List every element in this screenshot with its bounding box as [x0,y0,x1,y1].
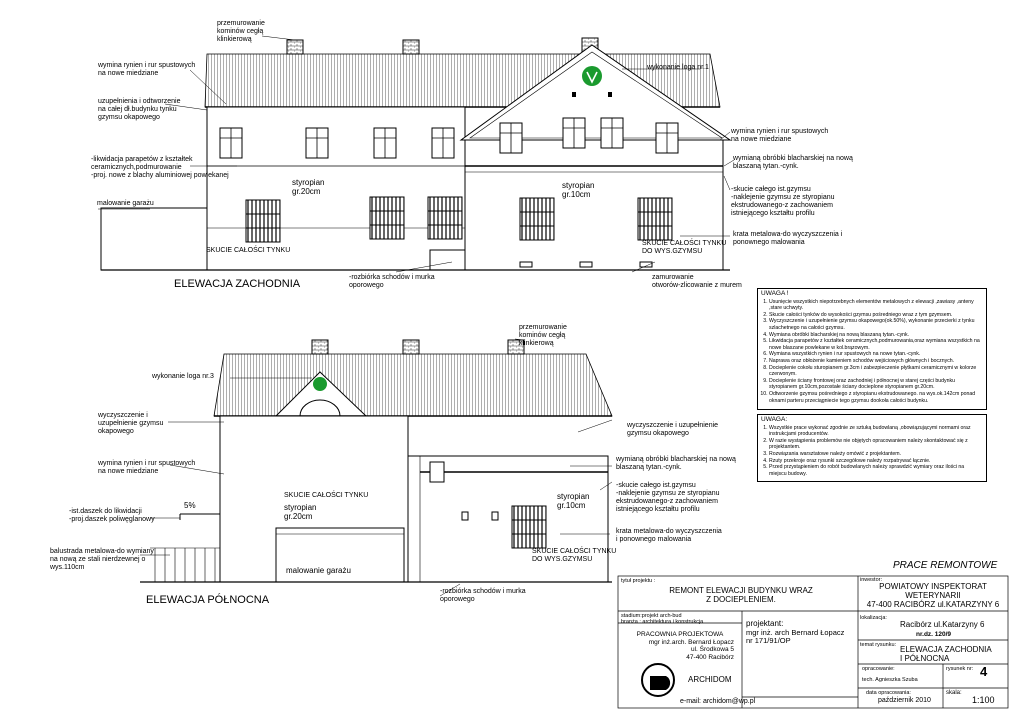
north-label-slope: 5% [184,501,196,510]
designer: mgr inż. arch Bernard Łopacz nr 171/91/OP [746,628,845,645]
firm: PRACOWNIA PROJEKTOWA mgr inż.arch. Bernard Łopacz ul. Środkowa 5 47-400 Racibórz [636,631,734,661]
location-label: lokalizacja: [860,615,887,621]
north-label-chimneys: przemurowanie kominów cegłą klinkierową [519,324,567,347]
north-label-canopy: -ist.daszek do likwidacji -proj.daszek poliwęglanowy [69,508,155,523]
north-label-logo: wykonanie loga nr.3 [152,373,214,380]
west-label-grille: krata metalowa-do wyczyszczenia i ponownego malowania [733,231,843,246]
note-item: 7. Naprawa oraz obłożenie kamieniem schodów wejściowych głównych i bocznych. [769,358,983,365]
north-label-styro-right: styropian gr.10cm [557,492,590,510]
firm-brand: ARCHIDOM [688,675,732,684]
north-elevation-title: ELEWACJA PÓŁNOCNA [146,594,270,606]
investor-label: inwestor: [860,577,883,583]
west-label-plaster: uzupełnienia i odtworzenie na całej dł.budynku tynku gzymsu okapowego [98,98,181,121]
west-garage [101,208,207,270]
note-item: 2. W razie wystąpienia problemów nie objętych opracowaniem należy skontaktować się z projektantem. [769,438,983,451]
north-label-gutters: wymina rynien i rur spustowych na nowe miedziane [98,460,196,475]
north-chimney [403,340,419,354]
drawing-title: ELEWACJA ZACHODNIA I PÓŁNOCNA [900,645,992,663]
north-label-stairs: -rozbiórka schodów i murka oporowego [440,588,526,603]
note-item: 5. Przed przystąpieniem do robót budowlanych należy sprawdzić wymiary oraz ilości na miejscu budowy. [769,464,983,477]
north-label-flashing: wymianą obróbki blacharskiej na nową blaszaną tytan.-cynk. [616,456,736,471]
north-roof [214,354,612,416]
note-item: 10. Odtworzenie gzymsu pośredniego z styropianu ekstrudowanego. na wys.ok.142cm ponad oknami parteru przeciągniecie tego gzymsu dookoła całości budynku. [769,391,983,404]
west-label-cornice: -skucie całego ist.gzymsu -naklejenie gzymsu ze styropianu ekstrudowanego-z zachowaniem istniejącego kształtu profilu [731,186,835,217]
west-label-styro-left: styropian gr.20cm [292,178,325,196]
west-label-chimneys: przemurowanie kominów cegłą klinkierową [217,20,265,43]
designer-label: projektant: [746,619,784,628]
west-left-wall [207,107,465,270]
north-logo [313,377,327,391]
west-label-parapets: -likwidacja parapetów z kształtek ceramicznych,podmurowanie -proj. nowe z blachy aluminiowej powlekanej [91,156,229,179]
north-label-garage: malowanie garażu [286,566,351,575]
north-label-clean-right: wyczyszczenie i uzupełnienie gzymsu okapowego [627,422,719,437]
west-label-flashing: wymianą obróbki blacharskiej na nową blaszaną tytan.-cynk. [733,155,853,170]
project-label: tytuł projektu : [621,578,656,584]
west-elevation-title: ELEWACJA ZACHODNIA [174,278,301,290]
west-label-skucie-left: SKUCIE CAŁOŚCI TYNKU [206,247,291,254]
date-label: data opracowania: [866,690,911,696]
north-label-grille: krata metalowa-do wyczyszczenia i ponownego malowania [616,528,722,543]
west-label-stairs: -rozbiórka schodów i murka oporowego [349,274,435,289]
north-chimney [312,340,328,354]
project-name: REMONT ELEWACJI BUDYNKU WRAZ Z DOCIEPLENIEM. [669,586,813,604]
note-item: 9. Docieplenie ściany frontowej oraz zachodniej i północnej w starej części budynku styropianem gr.10cm,pozostałe ściany docieplone styropianem gr.20cm. [769,378,983,391]
scale-label: skala: [946,690,962,696]
north-label-cornice: -skucie całego ist.gzymsu -naklejenie gzymsu ze styropianu ekstrudowanego-z zachowaniem istniejącego kształtu profilu [616,482,720,513]
date: październik 2010 [878,697,931,704]
west-chimney [403,40,419,54]
west-chimney [287,40,303,54]
prepared-label: opracowanie: [862,666,895,672]
north-label-skucie-right: SKUCIE CAŁOŚCI TYNKU DO WYS.GZYMSU [532,548,617,563]
stadium: stadium:projekt arch-bud branża : architektura i konstrukcja [621,613,704,625]
west-label-logo: wykonanie loga nr.1 [647,64,709,71]
west-label-walled: zamurowanie otworów-zlicowanie z murem [652,274,742,289]
west-label-skucie-right: SKUCIE CAŁOŚCI TYNKU DO WYS.GZYMSU [642,240,727,255]
drawing-label: temat rysunku: [860,642,897,648]
note-item: 1. Wszystkie prace wykonać zgodnie ze sztuką budowlaną ,obowiązującymi normami oraz instrukcjami producentów. [769,425,983,438]
north-label-clean-left: wyczyszczenie i uzupełnienie gzymsu okapowego [98,412,164,435]
location: Racibórz ul.Katarzyny 6 [900,620,985,629]
sheet-number: 4 [980,664,988,679]
west-label-gutters-left: wymina rynien i rur spustowych na nowe miedziane [98,62,196,77]
notes-box-2: UWAGA: 1. Wszystkie prace wykonać zgodnie ze sztuką budowlaną ,obowiązującymi normami oraz instrukcjami producentów. 2. W razie wystąpienia problemów nie objętych opracowaniem należy skontaktować się z projektantem. 3. Rozwiązania warsztatowe należy omówić z projektantem. 4. Rzuty przekroje oraz rysunki szczegółowe należy rozpatrywać łącznie. 5. Przed przystąpieniem do robót budowlanych należy sprawdzić wymiary oraz ilości na miejscu budowy. [757,414,987,482]
west-label-styro-right: styropian gr.10cm [562,181,595,199]
note-item: 5. Likwidacja parapetów z kształtek ceramicznych,podmurowania,oraz wymiana wszystkich na nowe blaszane powlekane w kol.brązowym. [769,338,983,351]
note-item: 1. Usunięcie wszystkich niepotrzebnych elementów metalowych z elewacji ,zawiasy ,anteny ,stare uchwyty. [769,299,983,312]
prepared-by: tech. Agnieszka Szuba [862,677,918,683]
note-item: 3. Rozwiązania warsztatowe należy omówić z projektantem. [769,451,983,458]
scale: 1:100 [972,695,995,705]
note-item: 4. Wymiana obróbki blacharskiej na nową blaszaną tytan.-cynk. [769,332,983,339]
note-item: 6. Wymiana wszystkich rynien i rur spustowych na nowe tytan.-cynk. [769,351,983,358]
firm-email: e-mail: archidom@wp.pl [680,698,756,705]
north-label-railing: balustrada metalowa-do wymiany na nową ze stali nierdzewnej o wys.110cm [50,548,154,571]
note-item: 2. Skucie całości tynków do wysokości gzymsu pośredniego wraz z tym gzymsem. [769,312,983,319]
west-label-garage: malowanie garażu [97,200,154,207]
notes-box-1: UWAGA ! 1. Usunięcie wszystkich niepotrzebnych elementów metalowych z elewacji ,zawiasy ,anteny ,stare uchwyty. 2. Skucie całości tynków do wysokości gzymsu pośredniego wraz z tym gzymsem. 3. Wyczyszczenie i uzupełnienie gzymsu okapowego(ok.50%), wykonanie przecierki z tynku szlachetnego na całości gzymsu. 4. Wymiana obróbki blacharskiej na nową blaszaną tytan.-cynk. 5. Likwidacja parapetów z kształtek ceramicznych,podmurowania,oraz wymiana wszystkich na nowe blaszane powlekane w kol.brązowym. 6. Wymiana wszystkich rynien i rur spustowych na nowe tytan.-cynk. 7. Naprawa oraz obłożenie kamieniem schodów wejściowych głównych i bocznych. 8. Docieplenie cokołu sturopianem gr.3cm i zabezpieczenie płytkami ceramicznymi w kolorze czerwonym. 9. Docieplenie ściany frontowej oraz zachodniej i północnej w starej części budynku styropianem gr.10cm,pozostałe ściany docieplone styropianem gr.20cm. 10. Odtworzenie gzymsu pośredniego z styropianu ekstrudowanego. na wys.ok.142cm ponad oknami parteru przeciągniecie tego gzymsu dookoła całości budynku. [757,288,987,410]
archidom-logo [642,664,674,696]
note-item: 4. Rzuty przekroje oraz rysunki szczegółowe należy rozpatrywać łącznie. [769,458,983,465]
note-item: 3. Wyczyszczenie i uzupełnienie gzymsu okapowego(ok.50%), wykonanie przecierki z tynku szlachetnego na całości gzymsu. [769,318,983,331]
sheet-label: rysunek nr: [946,666,974,672]
north-label-skucie-left: SKUCIE CAŁOŚCI TYNKU [284,492,369,499]
investor-name: POWIATOWY INSPEKTORAT WETERYNARII 47-400 RACIBÓRZ ul.KATARZYNY 6 [866,582,1000,609]
note-item: 8. Docieplenie cokołu sturopianem gr.3cm i zabezpieczenie płytkami ceramicznymi w kolorze czerwonym. [769,365,983,378]
title-block-header: PRACE REMONTOWE [893,560,998,571]
west-label-gutters-right: wymina rynien i rur spustowych na nowe miedziane [731,128,829,143]
north-label-styro-left: styropian gr.20cm [284,503,317,521]
parcel: nr.dz. 120/9 [916,631,952,638]
